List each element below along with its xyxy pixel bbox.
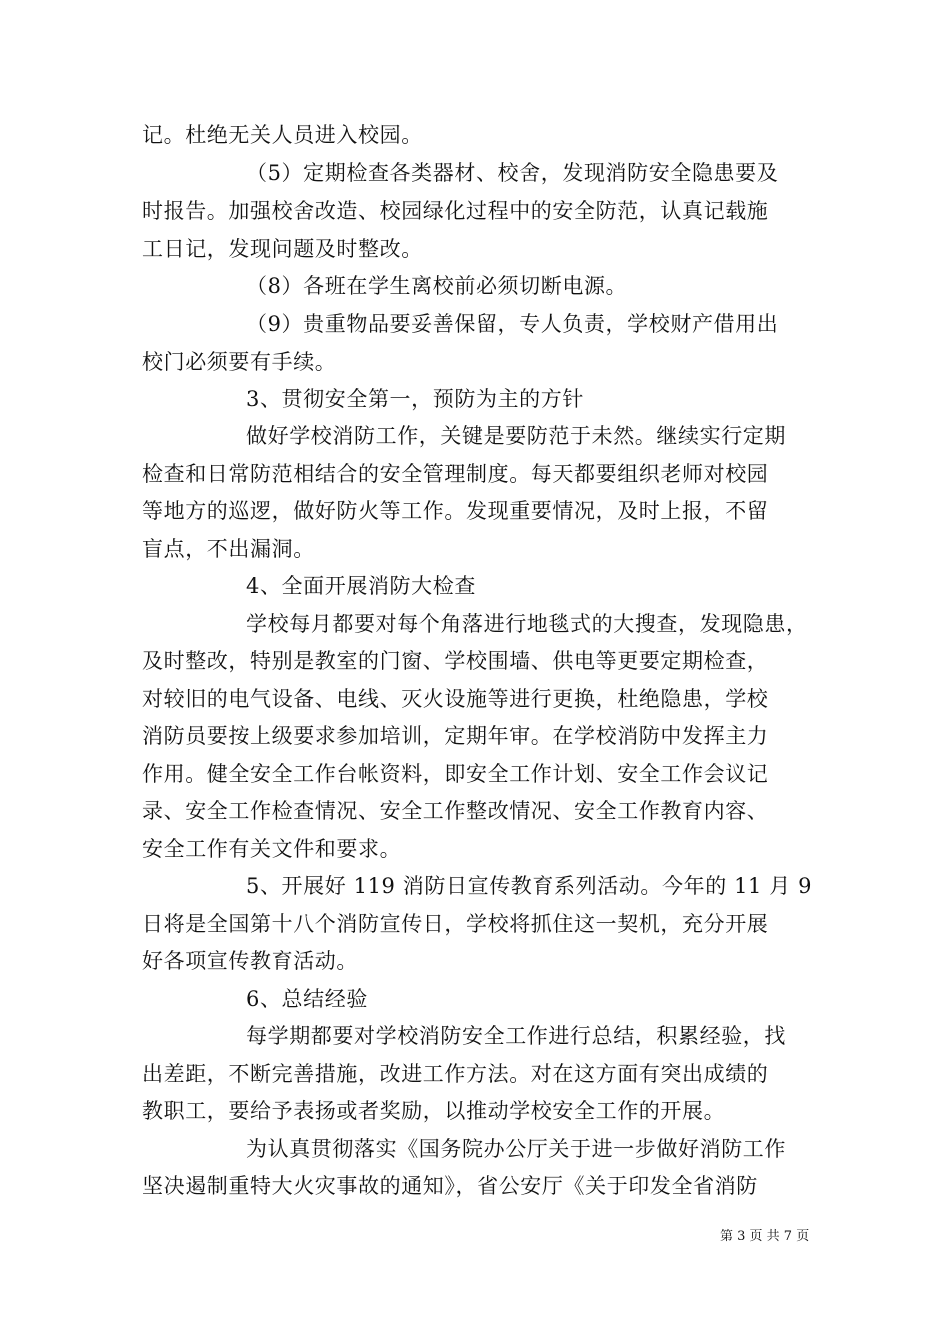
text-line: 日将是全国第十八个消防宣传日，学校将抓住这一契机，充分开展 xyxy=(142,912,769,936)
text-line: 出差距，不断完善措施，改进工作方法。对在这方面有突出成绩的 xyxy=(142,1062,769,1086)
text-line: 录、安全工作检查情况、安全工作整改情况、安全工作教育内容、 xyxy=(142,799,769,823)
text-line: 为认真贯彻落实《国务院办公厅关于进一步做好消防工作 xyxy=(246,1137,786,1161)
text-line: 教职工，要给予表扬或者奖励，以推动学校安全工作的开展。 xyxy=(142,1099,726,1123)
text-line: 消防员要按上级要求参加培训，定期年审。在学校消防中发挥主力 xyxy=(142,724,769,748)
text-line: 对较旧的电气设备、电线、灭火设施等进行更换，杜绝隐患，学校 xyxy=(142,687,769,711)
text-line: 检查和日常防范相结合的安全管理制度。每天都要组织老师对校园 xyxy=(142,462,769,486)
section-heading: 4、全面开展消防大检查 xyxy=(246,574,476,598)
page-number-footer: 第 3 页 共 7 页 xyxy=(720,1229,810,1244)
text-line: 记。杜绝无关人员进入校园。 xyxy=(142,123,423,147)
text-line: 校门必须要有手续。 xyxy=(142,350,337,374)
text-line: 作用。健全安全工作台帐资料，即安全工作计划、安全工作会议记 xyxy=(142,762,769,786)
section-heading: 5、开展好 119 消防日宣传教育系列活动。今年的 11 月 9 xyxy=(246,874,813,898)
text-line: 时报告。加强校舍改造、校园绿化过程中的安全防范，认真记载施 xyxy=(142,199,769,223)
text-line: （9）贵重物品要妥善保留，专人负责，学校财产借用出 xyxy=(246,312,779,336)
section-heading: 3、贯彻安全第一，预防为主的方针 xyxy=(246,387,584,411)
text-line: 及时整改，特别是教室的门窗、学校围墙、供电等更要定期检查， xyxy=(142,649,769,673)
text-line: 好各项宣传教育活动。 xyxy=(142,949,358,973)
text-line: （8）各班在学生离校前必须切断电源。 xyxy=(246,274,628,298)
text-line: 每学期都要对学校消防安全工作进行总结，积累经验，找 xyxy=(246,1024,786,1048)
text-line: 安全工作有关文件和要求。 xyxy=(142,837,402,861)
text-line: 学校每月都要对每个角落进行地毯式的大搜查，发现隐患， xyxy=(246,612,808,636)
text-line: （5）定期检查各类器材、校舍，发现消防安全隐患要及 xyxy=(246,161,779,185)
text-line: 盲点，不出漏洞。 xyxy=(142,537,315,561)
text-line: 做好学校消防工作，关键是要防范于未然。继续实行定期 xyxy=(246,424,786,448)
section-heading: 6、总结经验 xyxy=(246,987,368,1011)
text-line: 工日记，发现问题及时整改。 xyxy=(142,237,423,261)
text-line: 坚决遏制重特大火灾事故的通知》，省公安厅《关于印发全省消防 xyxy=(142,1174,758,1198)
text-line: 等地方的巡逻，做好防火等工作。发现重要情况，及时上报，不留 xyxy=(142,499,769,523)
